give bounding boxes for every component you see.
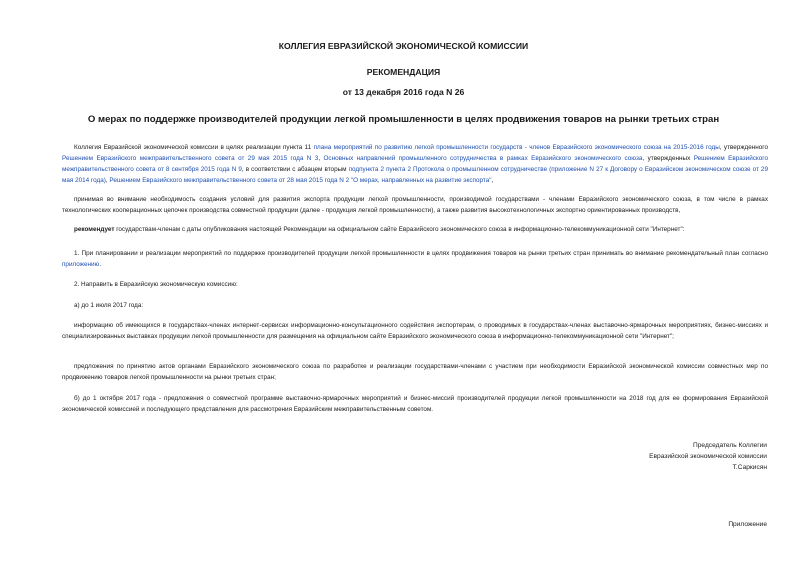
protocol-link[interactable]: подпункта 2 пункта 2 Протокола о промышленном сотрудничестве (приложение N 27 к Договору о Евразийском экономическом союзе от 29 мая 2014 года) — [62, 166, 768, 184]
text-run: , — [491, 177, 494, 184]
recommends-paragraph — [62, 224, 768, 235]
considering-paragraph: принимая во внимание необходимость создания условий для развития экспорта продукции легкой промышленности, производимой государствами - членами Евразийского экономического союза, в том числе в рамках технологических кооперационных цепочек производства совместной продукции (далее - продукция легкой промышленности), а также развития высокотехнологичных экспортно ориентированных производств, — [62, 196, 768, 214]
signature-position: Председатель Коллегии — [693, 442, 767, 449]
decision-3-link[interactable]: Решением Евразийского межправительственного совета от 29 мая 2015 года N 3 — [62, 155, 319, 162]
text-run: 1. При планировании и реализации мероприятий по поддержке производителей продукции легкой промышленности в целях продвижения товаров на рынки третьих стран принимать во внимание рекомендательный план согласно — [74, 250, 768, 257]
doc-type-heading: РЕКОМЕНДАЦИЯ — [366, 67, 441, 77]
text-run: Коллегия Евразийской экономической комиссии в целях реализации пункта 11 — [74, 144, 314, 151]
proposals-paragraph: предложения по принятию актов органами Евразийского экономического союза по разработке и реализации государствами-членами с участием при необходимости Евразийской экономической комиссии совместных мер по продвижению товаров легкой промышленности на рынки третьих стран; — [62, 363, 768, 381]
plan-link[interactable]: плана мероприятий по развитию легкой промышленности государств - членов Евразийского экономического союза на 2015-2016 годы — [313, 144, 720, 151]
date-number: от 13 декабря 2016 года N 26 — [342, 87, 465, 97]
text-run: , утвержденного — [719, 144, 768, 151]
signature-block — [649, 440, 767, 473]
appendix-link[interactable]: приложению — [62, 261, 100, 268]
decision-9-link[interactable]: Решением Евразийского межправительственного совета от 8 сентября 2015 года N 9 — [62, 155, 768, 173]
information-paragraph: информацию об имеющихся в государствах-членах интернет-сервисах информационно-консультационного содействия экспортерам, о проводимых в государствах-членах выставочно-ярмарочных мероприятиях, бизнес-миссиях и специализированных выставках продукции легкой промышленности для размещения на официальном сайте Евразийского экономического союза в информационно-телекоммуникационной сети "Интернет"; — [62, 322, 768, 340]
document-title: О мерах по поддержке производителей продукции легкой промышленности в целях продвижения товаров на рынки третьих стран — [87, 114, 720, 125]
org-heading: КОЛЛЕГИЯ ЕВРАЗИЙСКОЙ ЭКОНОМИЧЕСКОЙ КОМИССИИ — [278, 41, 529, 51]
item-2b-paragraph: б) до 1 октября 2017 года - предложения о совместной программе выставочно-ярмарочных мероприятий и бизнес-миссий производителей продукции легкой промышленности на 2018 год для ее формирования Евразийской экономической комиссией и последующего представления для рассмотрения Евразийским межправительственным советом. — [62, 395, 768, 413]
recommends-keyword: рекомендует — [74, 226, 115, 233]
text-run: , в соответствии с абзацем вторым — [241, 166, 349, 173]
text-run: , утвержденных — [642, 155, 694, 162]
decision-2-link[interactable]: Решением Евразийского межправительственного совета от 28 мая 2015 года N 2 "О мерах, направленных на развитие экспорта" — [109, 177, 492, 184]
item-2-paragraph: 2. Направить в Евразийскую экономическую комиссию: — [74, 281, 238, 288]
item-1-paragraph — [62, 248, 768, 270]
appendix-label: Приложение — [728, 521, 767, 528]
text-run: государствам-членам с даты опубликования настоящей Рекомендации на официальном сайте Евразийского экономического союза в информационно-телекоммуникационной сети "Интернет": — [114, 226, 685, 233]
signature-name: Т.Саркисян — [732, 464, 767, 471]
text-run: . — [99, 261, 102, 268]
text-run: , — [318, 155, 324, 162]
preamble-paragraph — [62, 142, 768, 186]
item-2a-paragraph: а) до 1 июля 2017 года: — [74, 302, 144, 309]
text-run: , — [105, 177, 110, 184]
main-directions-link[interactable]: Основных направлений промышленного сотрудничества в рамках Евразийского экономического союза — [323, 155, 643, 162]
signature-organization: Евразийской экономической комиссии — [649, 453, 767, 460]
